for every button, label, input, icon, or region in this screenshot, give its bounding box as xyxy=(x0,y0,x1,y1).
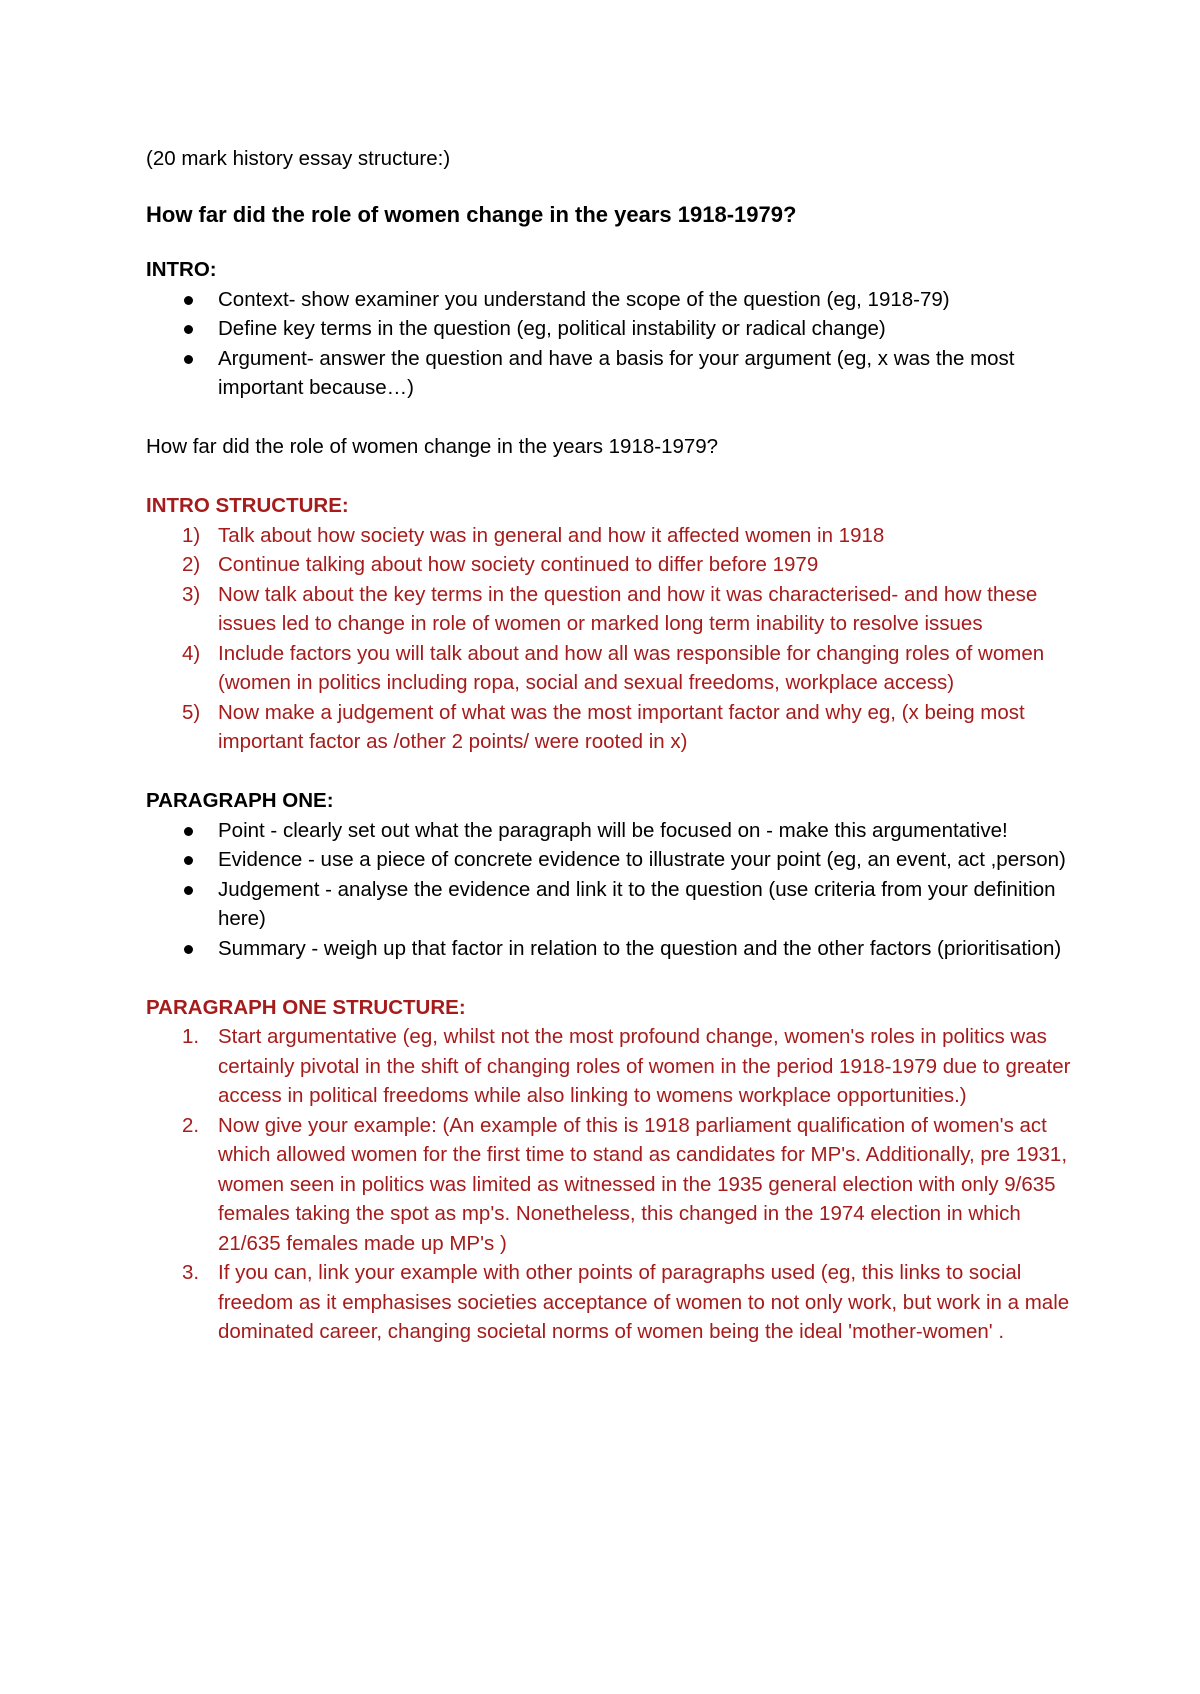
document-page xyxy=(146,144,1076,1347)
list-item xyxy=(146,845,1076,875)
bullet-icon xyxy=(184,945,193,954)
list-item-text: Summary - weigh up that factor in relation to the question and the other factors (prioritisation) xyxy=(218,936,1062,960)
list-item-text: Continue talking about how society continued to differ before 1979 xyxy=(218,553,819,576)
list-item-text: Start argumentative (eg, whilst not the most profound change, women's roles in politics was certainly pivotal in the shift of changing roles of women in the period 1918-1979 due to greater access in political freedoms while also linking to womens workplace opportunities.) xyxy=(218,1025,1071,1107)
paragraph-one-structure-heading: PARAGRAPH ONE STRUCTURE: xyxy=(146,995,466,1019)
spacer xyxy=(146,403,1076,433)
list-item-text: Include factors you will talk about and how all was responsible for changing roles of women (women in politics including ropa, social and sexual freedoms, workplace access) xyxy=(218,641,1045,694)
list-item xyxy=(146,580,1076,639)
intro-heading: INTRO: xyxy=(146,258,217,281)
spacer xyxy=(146,462,1076,492)
list-number: 3. xyxy=(182,1261,200,1284)
paragraph-one-heading: PARAGRAPH ONE: xyxy=(146,789,334,812)
bullet-icon xyxy=(184,827,193,836)
list-item-text: Argument- answer the question and have a basis for your argument (eg, x was the most important because…) xyxy=(218,346,1015,399)
bullet-icon xyxy=(184,886,193,895)
list-item xyxy=(146,285,1076,315)
list-number: 5) xyxy=(182,700,201,724)
list-item xyxy=(146,521,1076,551)
list-item-text: Now talk about the key terms in the question and how it was characterised- and how these issues led to change in role of women or marked long term inability to resolve issues xyxy=(218,582,1038,635)
list-item xyxy=(146,698,1076,757)
list-item-text: Evidence - use a piece of concrete evidence to illustrate your point (eg, an event, act ,person) xyxy=(218,848,1066,871)
list-item xyxy=(146,314,1076,344)
intro-bullet-list xyxy=(146,285,1076,403)
spacer xyxy=(146,757,1076,787)
paragraph-one-bullet-list xyxy=(146,816,1076,964)
list-item xyxy=(146,1022,1076,1111)
list-number: 1) xyxy=(182,523,201,547)
list-item-text: Judgement - analyse the evidence and link it to the question (use criteria from your definition here) xyxy=(218,877,1056,930)
intro-structure-list xyxy=(146,521,1076,757)
list-item xyxy=(146,1111,1076,1259)
list-item xyxy=(146,875,1076,934)
list-item-text: Talk about how society was in general and how it affected women in 1918 xyxy=(218,523,885,547)
intro-structure-heading: INTRO STRUCTURE: xyxy=(146,494,349,517)
list-item-text: Define key terms in the question (eg, political instability or radical change) xyxy=(218,317,886,340)
page-title: How far did the role of women change in the years 1918-1979? xyxy=(146,201,797,227)
list-item xyxy=(146,1258,1076,1347)
list-item-text: Point - clearly set out what the paragraph will be focused on - make this argumentative! xyxy=(218,818,1008,842)
list-number: 2. xyxy=(182,1113,200,1137)
bullet-icon xyxy=(184,355,193,364)
list-item xyxy=(146,550,1076,580)
list-number: 1. xyxy=(182,1025,200,1048)
list-item-text: Now give your example: (An example of this is 1918 parliament qualification of women's act which allowed women for the first time to stand as candidates for MP's. Additionally, pre 1931, women seen in politics was limited as witnessed in the 1935 general election with only 9/635 females taking the spot as mp's. Nonetheless, this changed in the 1974 election in which 21/635 females made up MP's ) xyxy=(218,1113,1068,1255)
spacer xyxy=(146,963,1076,993)
list-item-text: If you can, link your example with other points of paragraphs used (eg, this links to social freedom as it emphasises societies acceptance of women to not only work, but work in a male dominated career, changing societal norms of women being the ideal 'mother-women' . xyxy=(218,1261,1070,1343)
list-item-text: Now make a judgement of what was the most important factor and why eg, (x being most important factor as /other 2 points/ were rooted in x) xyxy=(218,700,1025,753)
paragraph-one-structure-list xyxy=(146,1022,1076,1347)
list-item xyxy=(146,344,1076,403)
question-repeat: How far did the role of women change in the years 1918-1979? xyxy=(146,435,719,458)
bullet-icon xyxy=(184,325,193,334)
list-number: 4) xyxy=(182,641,201,665)
list-number: 2) xyxy=(182,553,201,576)
header-note: (20 mark history essay structure:) xyxy=(146,147,451,170)
list-number: 3) xyxy=(182,582,201,606)
list-item xyxy=(146,934,1076,964)
bullet-icon xyxy=(184,856,193,865)
list-item xyxy=(146,816,1076,846)
bullet-icon xyxy=(184,296,193,305)
list-item-text: Context- show examiner you understand the scope of the question (eg, 1918-79) xyxy=(218,287,950,311)
list-item xyxy=(146,639,1076,698)
